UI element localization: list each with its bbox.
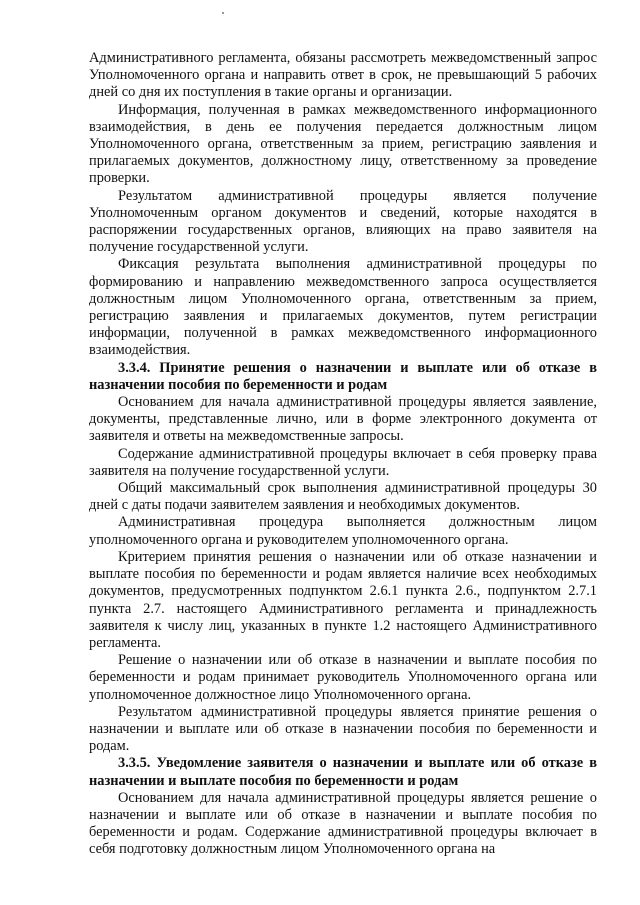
paragraph: Решение о назначении или об отказе в назначении и выплате пособия по беременности и родам принимает руководитель Уполномоченного органа или уполномоченное должностное лицо Уполномоченного органа.: [89, 652, 597, 703]
paragraph: Результатом административной процедуры является получение Уполномоченным органом документов и сведений, которые находятся в распоряжении государственных органов, влияющих на право заявителя на получение государственной услуги.: [89, 187, 597, 256]
paragraph: Информация, полученная в рамках межведомственного информационного взаимодействия, в день ее получения передается должностным лицом Уполномоченного органа, ответственным за прием, регистрацию заявления и прилагаемых документов, должностному лицу, ответственному за проведение проверки.: [89, 101, 597, 187]
paragraph: Фиксация результата выполнения административной процедуры по формированию и направлению межведомственного запроса осуществляется должностным лицом Уполномоченного органа, ответственным за прием, регистрацию заявления и прилагаемых документов, путем регистрации информации, полученной в рамках межведомственного информационного взаимодействия.: [89, 256, 597, 359]
paragraph: Критерием принятия решения о назначении или об отказе назначении и выплате пособия по беременности и родам является наличие всех необходимых документов, предусмотренных подпунктом 2.6.1 пункта 2.6., подпунктом 2.7.1 пункта 2.7. настоящего Административного регламента и принадлежность заявителя к числу лиц, указанных в пункте 1.2 настоящего Административного регламента.: [89, 548, 597, 651]
paragraph: Результатом административной процедуры является принятие решения о назначении и выплате или об отказе в назначении пособия по беременности и родам.: [89, 703, 597, 755]
paragraph: Административная процедура выполняется должностным лицом уполномоченного органа и руководителем уполномоченного органа.: [89, 514, 597, 548]
section-heading: 3.3.4. Принятие решения о назначении и выплате или об отказе в назначении пособия по беременности и родам: [89, 359, 597, 393]
paragraph: Основанием для начала административной процедуры является заявление, документы, представленные лично, или в форме электронного документа от заявителя и ответы на межведомственные запросы.: [89, 394, 597, 445]
document-body: [89, 50, 597, 859]
paragraph: Общий максимальный срок выполнения административной процедуры 30 дней с даты подачи заявителем заявления и необходимых документов.: [89, 480, 597, 514]
scan-speck: [222, 12, 224, 14]
paragraph: Административного регламента, обязаны рассмотреть межведомственный запрос Уполномоченного органа и направить ответ в срок, не превышающий 5 рабочих дней со дня их поступления в такие органы и организации.: [89, 50, 597, 101]
section-heading: 3.3.5. Уведомление заявителя о назначении и выплате или об отказе в назначении и выплате пособия по беременности и родам: [89, 755, 597, 789]
paragraph: Основанием для начала административной процедуры является решение о назначении и выплате или об отказе в назначении и выплате пособия по беременности и родам. Содержание административной процедуры включает в себя подготовку должностным лицом Уполномоченного органа на: [89, 789, 597, 858]
paragraph: Содержание административной процедуры включает в себя проверку права заявителя на получение государственной услуги.: [89, 445, 597, 479]
